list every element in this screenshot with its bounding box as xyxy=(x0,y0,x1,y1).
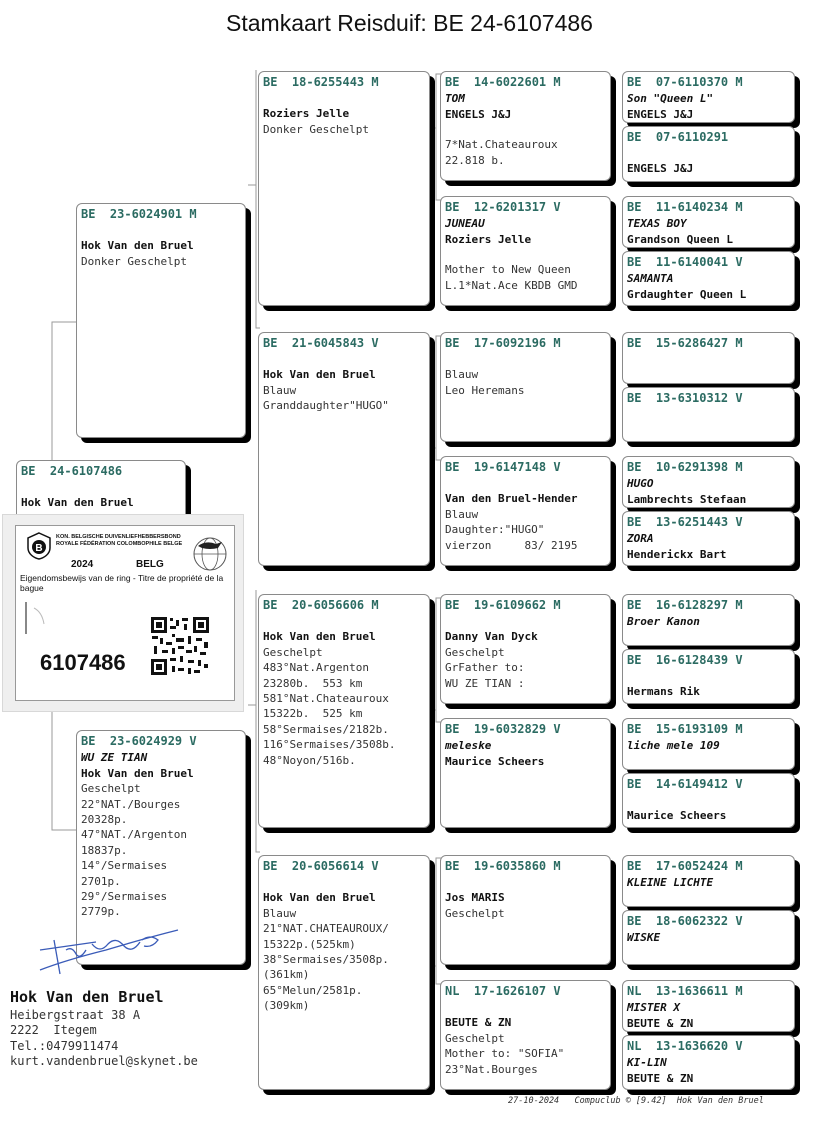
ring-number: BE 14-6149412 V xyxy=(627,777,743,791)
breeder-name: Hok Van den Bruel xyxy=(263,891,376,905)
ssd-card[interactable] xyxy=(440,196,611,306)
ring-number: BE 07-6110291 xyxy=(627,130,729,144)
g4-card-4[interactable] xyxy=(622,251,795,306)
svg-text:B: B xyxy=(35,543,43,554)
note: 38°Sermaises/3508p. xyxy=(263,953,389,967)
g4-card-10[interactable] xyxy=(622,649,795,704)
certificate-ring-number: 6107486 xyxy=(40,650,126,675)
note: 23280b. 553 km xyxy=(263,676,363,690)
note: 23°Nat.Bourges xyxy=(445,1062,538,1076)
note: 22°NAT./Bourges xyxy=(81,797,181,811)
ring-number: BE 13-6251443 V xyxy=(627,515,743,529)
ring-number: BE 13-6310312 V xyxy=(627,391,743,405)
color: Blauw xyxy=(263,906,297,920)
color: Geschelpt xyxy=(81,782,141,796)
qr-code-icon xyxy=(150,616,210,676)
breeder-name: ENGELS J&J xyxy=(627,162,694,176)
ring-number: BE 23-6024901 M xyxy=(81,207,197,221)
note: 116°Sermaises/3508b. xyxy=(263,738,396,752)
g4-card-12[interactable] xyxy=(622,773,795,828)
g4-card-9[interactable] xyxy=(622,594,795,646)
note: 7*Nat.Chateauroux xyxy=(445,138,558,152)
ring-number: BE 17-6092196 M xyxy=(445,336,561,350)
ring-number: BE 20-6056606 M xyxy=(263,598,379,612)
breeder-name: Van den Bruel-Hender xyxy=(445,492,578,506)
ring-number: BE 12-6201317 V xyxy=(445,200,561,214)
breeder-name: Henderickx Bart xyxy=(627,547,727,561)
owner-name: Hok Van den Bruel xyxy=(10,988,164,1006)
ring-number: BE 21-6045843 V xyxy=(263,336,379,350)
color: Donker Geschelpt xyxy=(81,254,187,268)
g4-card-15[interactable] xyxy=(622,980,795,1032)
ring-number: BE 23-6024929 V xyxy=(81,734,197,748)
owner-name: Leo Heremans xyxy=(445,383,525,397)
dam-dam-card[interactable] xyxy=(258,855,430,1090)
certificate-caption: Eigendomsbewijs van de ring - Titre de propriété de la bague xyxy=(20,573,224,593)
breeder-name: Hok Van den Bruel xyxy=(263,630,376,644)
color: Geschelpt xyxy=(445,906,505,920)
ring-number: NL 13-1636611 M xyxy=(627,984,743,998)
note: 20328p. xyxy=(81,813,128,827)
g4-card-7[interactable] xyxy=(622,456,795,508)
ring-number: BE 18-6255443 M xyxy=(263,75,379,89)
sss-card[interactable] xyxy=(440,71,611,181)
breeder-name: Lambrechts Stefaan xyxy=(627,492,747,506)
ring-number: BE 19-6147148 V xyxy=(445,460,561,474)
breeder-name: Hok Van den Bruel xyxy=(81,239,194,253)
g4-card-2[interactable] xyxy=(622,126,795,182)
ring-number: BE 19-6032829 V xyxy=(445,722,561,736)
globe-pigeon-icon xyxy=(192,536,228,572)
breeder-name: Grandson Queen L xyxy=(627,232,733,246)
breeder-name: BEUTE & ZN xyxy=(627,1016,694,1030)
color: Blauw xyxy=(445,368,479,382)
note: WU ZE TIAN : xyxy=(445,676,525,690)
note: Daughter:"HUGO" xyxy=(445,523,545,537)
note: 58°Sermaises/2182b. xyxy=(263,722,389,736)
breeder-name: BEUTE & ZN xyxy=(445,1016,512,1030)
breeder-name: Hermans Rik xyxy=(627,685,700,699)
ring-number: BE 19-6109662 M xyxy=(445,598,561,612)
sds-card[interactable] xyxy=(440,332,611,442)
g4-card-14[interactable] xyxy=(622,910,795,965)
g4-card-3[interactable] xyxy=(622,196,795,248)
nickname: JUNEAU xyxy=(445,217,485,231)
note: Mother to New Queen xyxy=(445,263,571,277)
dss-card[interactable] xyxy=(440,594,611,704)
page-title: Stamkaart Reisduif: BE 24-6107486 xyxy=(226,10,593,36)
note: Granddaughter"HUGO" xyxy=(263,399,389,413)
g4-card-6[interactable] xyxy=(622,387,795,442)
note: (309km) xyxy=(263,999,310,1013)
nickname: ZORA xyxy=(627,532,654,546)
g4-card-1[interactable] xyxy=(622,71,795,123)
ring-number: BE 15-6193109 M xyxy=(627,722,743,736)
breeder-name: Danny Van Dyck xyxy=(445,630,538,644)
ring-sketch-icon xyxy=(20,598,50,638)
ring-number: BE 11-6140041 V xyxy=(627,255,743,269)
g4-card-11[interactable] xyxy=(622,718,795,770)
federation-name-nl: KON. BELGISCHE DUIVENLIEFHEBBERSBOND xyxy=(56,534,181,540)
ring-number: BE 19-6035860 M xyxy=(445,859,561,873)
note: 29°/Sermaises xyxy=(81,890,168,904)
sire-sire-card[interactable] xyxy=(258,71,430,306)
breeder-name: Maurice Scheers xyxy=(445,754,545,768)
g4-card-5[interactable] xyxy=(622,332,795,384)
ring-number: BE 14-6022601 M xyxy=(445,75,561,89)
note: L.1*Nat.Ace KBDB GMD xyxy=(445,278,578,292)
note: 15322b. 525 km xyxy=(263,707,363,721)
sire-dam-card[interactable] xyxy=(258,332,430,566)
signature-icon xyxy=(36,920,186,980)
subject-card[interactable] xyxy=(16,460,186,520)
breeder-name: BEUTE & ZN xyxy=(627,1071,694,1085)
note: vierzon 83/ 2195 xyxy=(445,538,578,552)
note: 2779p. xyxy=(81,905,121,919)
ring-number: BE 20-6056614 V xyxy=(263,859,379,873)
ring-number: BE 24-6107486 xyxy=(21,464,123,478)
note: 22.818 b. xyxy=(445,153,505,167)
note: 483°Nat.Argenton xyxy=(263,661,369,675)
ddd-card[interactable] xyxy=(440,980,611,1090)
g4-card-13[interactable] xyxy=(622,855,795,907)
certificate-year: 2024 xyxy=(71,559,94,570)
note: 15322p.(525km) xyxy=(263,937,356,951)
nickname: SAMANTA xyxy=(627,272,674,286)
color: Geschelpt xyxy=(445,1031,505,1045)
note: 21°NAT.CHATEAUROUX/ xyxy=(263,922,389,936)
breeder-name: Jos MARIS xyxy=(445,891,505,905)
owner-city: 2222 Itegem xyxy=(10,1023,97,1037)
ring-number: NL 17-1626107 V xyxy=(445,984,561,998)
breeder-name: Roziers Jelle xyxy=(263,107,350,121)
note: (361km) xyxy=(263,968,310,982)
ring-number: BE 16-6128439 V xyxy=(627,653,743,667)
nickname: MISTER X xyxy=(627,1001,680,1015)
color: Geschelpt xyxy=(263,645,323,659)
breeder-name: Roziers Jelle xyxy=(445,232,532,246)
ring-number: BE 15-6286427 M xyxy=(627,336,743,350)
note: Mother to: "SOFIA" xyxy=(445,1047,565,1061)
color: Donker Geschelpt xyxy=(263,122,369,136)
nickname: WISKE xyxy=(627,931,661,945)
note: 47°NAT./Argenton xyxy=(81,828,187,842)
color: Blauw xyxy=(263,383,297,397)
note: 14°/Sermaises xyxy=(81,859,168,873)
color: Geschelpt xyxy=(445,645,505,659)
nickname: HUGO xyxy=(627,477,654,491)
note: 65°Melun/2581p. xyxy=(263,983,363,997)
federation-name xyxy=(56,534,182,548)
certificate-country: BELG xyxy=(136,559,164,570)
ring-number: BE 17-6052424 M xyxy=(627,859,743,873)
owner-email: kurt.vandenbruel@skynet.be xyxy=(10,1054,198,1068)
kbdb-logo-icon xyxy=(26,532,52,560)
footer-info: 27-10-2024 Compuclub © [9.42] Hok Van den Bruel xyxy=(508,1096,764,1106)
note: 48°Noyon/516b. xyxy=(263,753,356,767)
certificate-card xyxy=(15,525,235,701)
ring-number: BE 07-6110370 M xyxy=(627,75,743,89)
breeder-name: Maurice Scheers xyxy=(627,809,727,823)
nickname: Broer Kanon xyxy=(627,615,700,629)
dds-card[interactable] xyxy=(440,855,611,965)
dsd-card[interactable] xyxy=(440,718,611,828)
breeder-name: Hok Van den Bruel xyxy=(21,496,134,510)
breeder-name: Hok Van den Bruel xyxy=(263,368,376,382)
breeder-name: ENGELS J&J xyxy=(445,107,512,121)
ring-number: NL 13-1636620 V xyxy=(627,1039,743,1053)
color: Blauw xyxy=(445,507,479,521)
nickname: KLEINE LICHTE xyxy=(627,876,714,890)
note: 581°Nat.Chateauroux xyxy=(263,692,389,706)
g4-card-16[interactable] xyxy=(622,1035,795,1090)
breeder-name: ENGELS J&J xyxy=(627,107,694,121)
breeder-name: Grdaughter Queen L xyxy=(627,287,747,301)
g4-card-8[interactable] xyxy=(622,511,795,566)
sdd-card[interactable] xyxy=(440,456,611,566)
owner-street: Heibergstraat 38 A xyxy=(10,1007,141,1022)
note: GrFather to: xyxy=(445,661,525,675)
ring-certificate xyxy=(2,514,244,712)
ring-number: BE 10-6291398 M xyxy=(627,460,743,474)
nickname: Son "Queen L" xyxy=(627,92,714,106)
ring-number: BE 18-6062322 V xyxy=(627,914,743,928)
nickname: KI-LIN xyxy=(627,1056,667,1070)
note: 18837p. xyxy=(81,843,128,857)
nickname: liche mele 109 xyxy=(627,739,720,753)
nickname: meleske xyxy=(445,739,492,753)
nickname: WU ZE TIAN xyxy=(81,751,148,765)
note: 2701p. xyxy=(81,874,121,888)
owner-address-block xyxy=(10,990,198,1070)
ring-number: BE 11-6140234 M xyxy=(627,200,743,214)
ring-number: BE 16-6128297 M xyxy=(627,598,743,612)
nickname: TOM xyxy=(445,92,465,106)
sire-card[interactable] xyxy=(76,203,246,438)
nickname: TEXAS BOY xyxy=(627,217,687,231)
breeder-name: Hok Van den Bruel xyxy=(81,766,194,780)
owner-phone: Tel.:0479911474 xyxy=(10,1038,119,1053)
federation-name-fr: ROYALE FÉDÉRATION COLOMBOPHILE BELGE xyxy=(56,541,183,547)
dam-sire-card[interactable] xyxy=(258,594,430,828)
